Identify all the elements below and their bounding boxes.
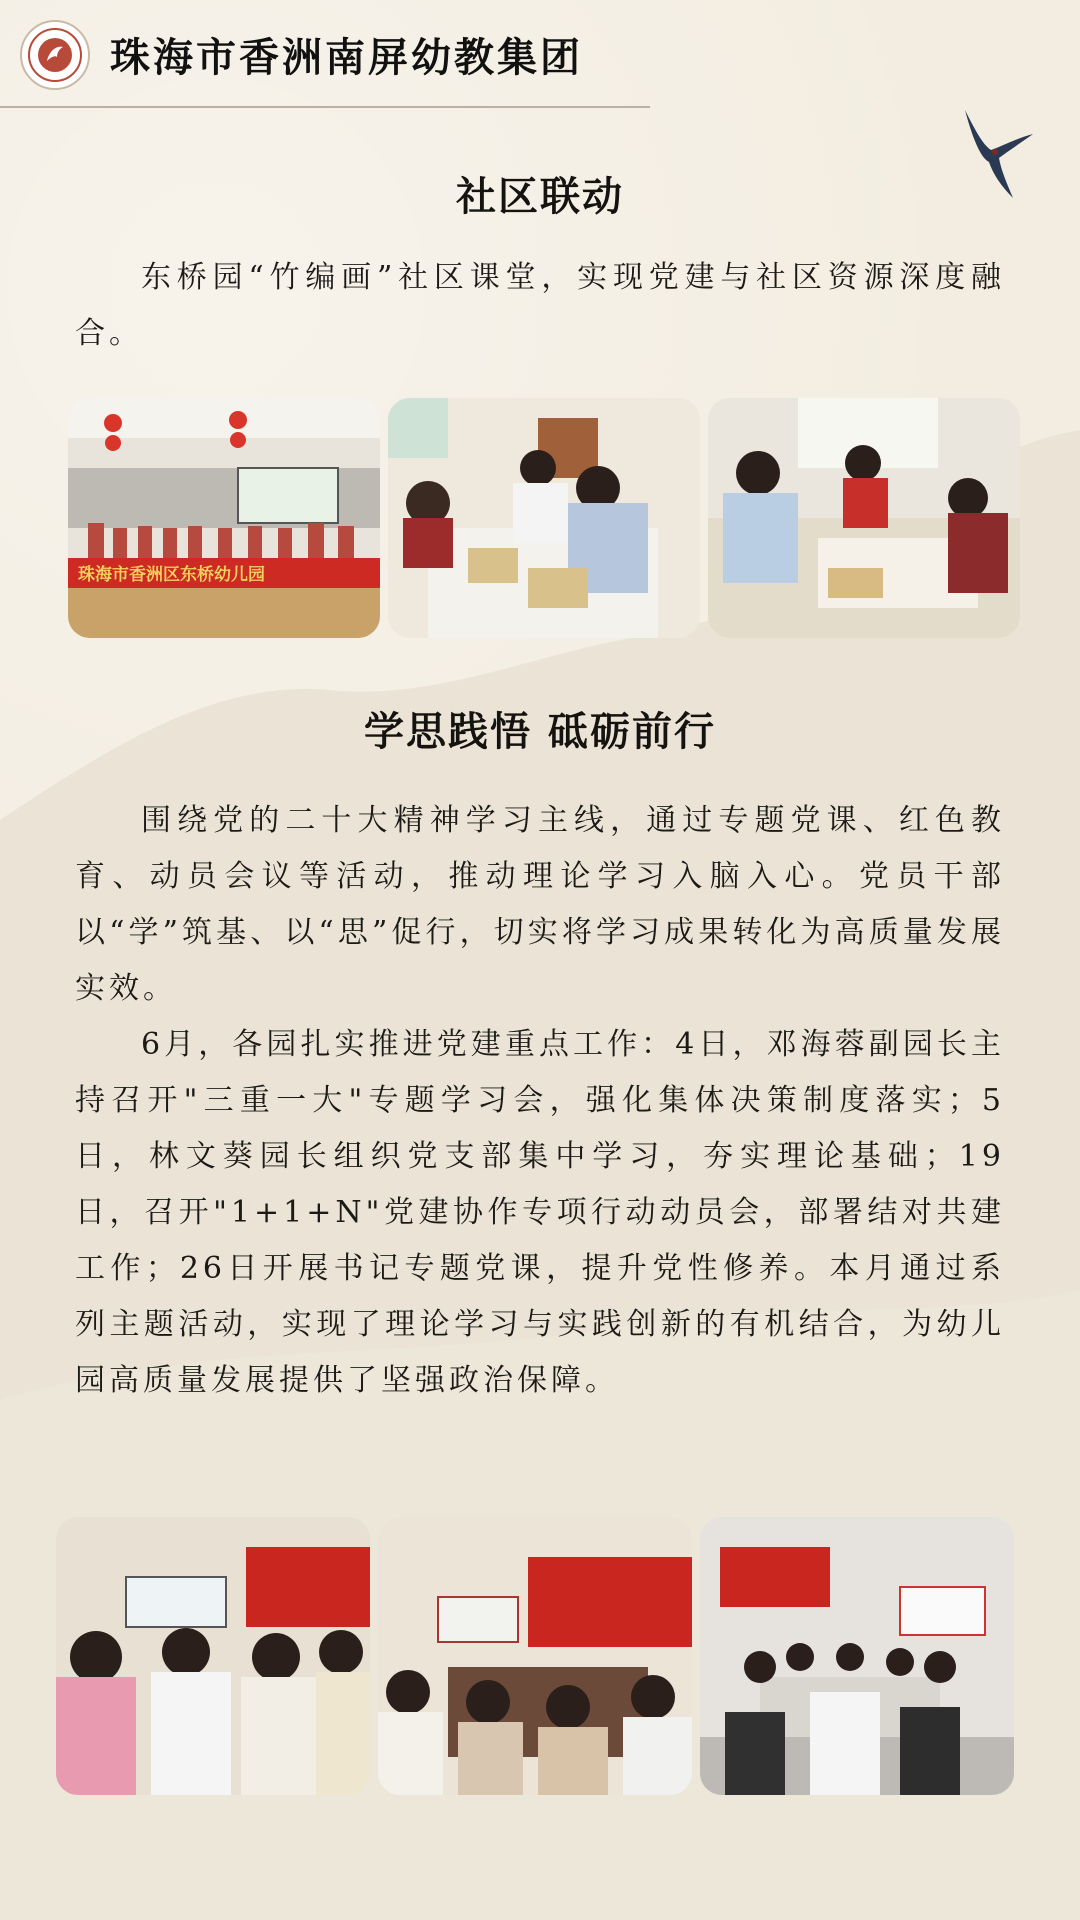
photo-group-banner	[68, 398, 380, 638]
header-bar	[0, 0, 650, 108]
photo-study-meeting-2	[378, 1517, 692, 1795]
paragraph-community: 东桥园“竹编画”社区课堂，实现党建与社区资源深度融合。	[75, 260, 1005, 351]
photo-study-meeting-3	[700, 1517, 1014, 1795]
svg-text:珠海市香洲区东桥幼儿园: 珠海市香洲区东桥幼儿园	[78, 565, 265, 585]
section-title-community: 社区联动	[456, 173, 624, 220]
photo-row-community	[68, 398, 1020, 638]
photo-bamboo-craft-1	[388, 398, 700, 638]
paragraph-study-june: 6月，各园扎实推进党建重点工作：4日，邓海蓉副园长主持召开"三重一大"专题学习会，强化集体决策制度落实；5日，林文葵园长组织党支部集中学习，夯实理论基础；19日，召开"1+1+N"党建协作专项行动动员会，部署结对共建工作；26日开展书记专题党课，提升党性修养。本月通过系列主题活动，实现了理论学习与实践创新的有机结合，为幼儿园高质量发展提供了坚强政治保障。	[75, 1027, 1005, 1398]
organization-name: 珠海市香洲南屏幼教集团	[110, 34, 583, 81]
photo-row-study	[56, 1517, 1014, 1795]
photo-study-meeting-1	[56, 1517, 370, 1795]
section-title-study: 学思践悟 砥砺前行	[364, 708, 716, 755]
school-emblem-icon	[20, 20, 90, 90]
paragraph-study-intro: 围绕党的二十大精神学习主线，通过专题党课、红色教育、动员会议等活动，推动理论学习入脑入心。党员干部以“学”筑基、以“思”促行，切实将学习成果转化为高质量发展实效。	[75, 803, 1005, 1006]
photo-bamboo-craft-2	[708, 398, 1020, 638]
